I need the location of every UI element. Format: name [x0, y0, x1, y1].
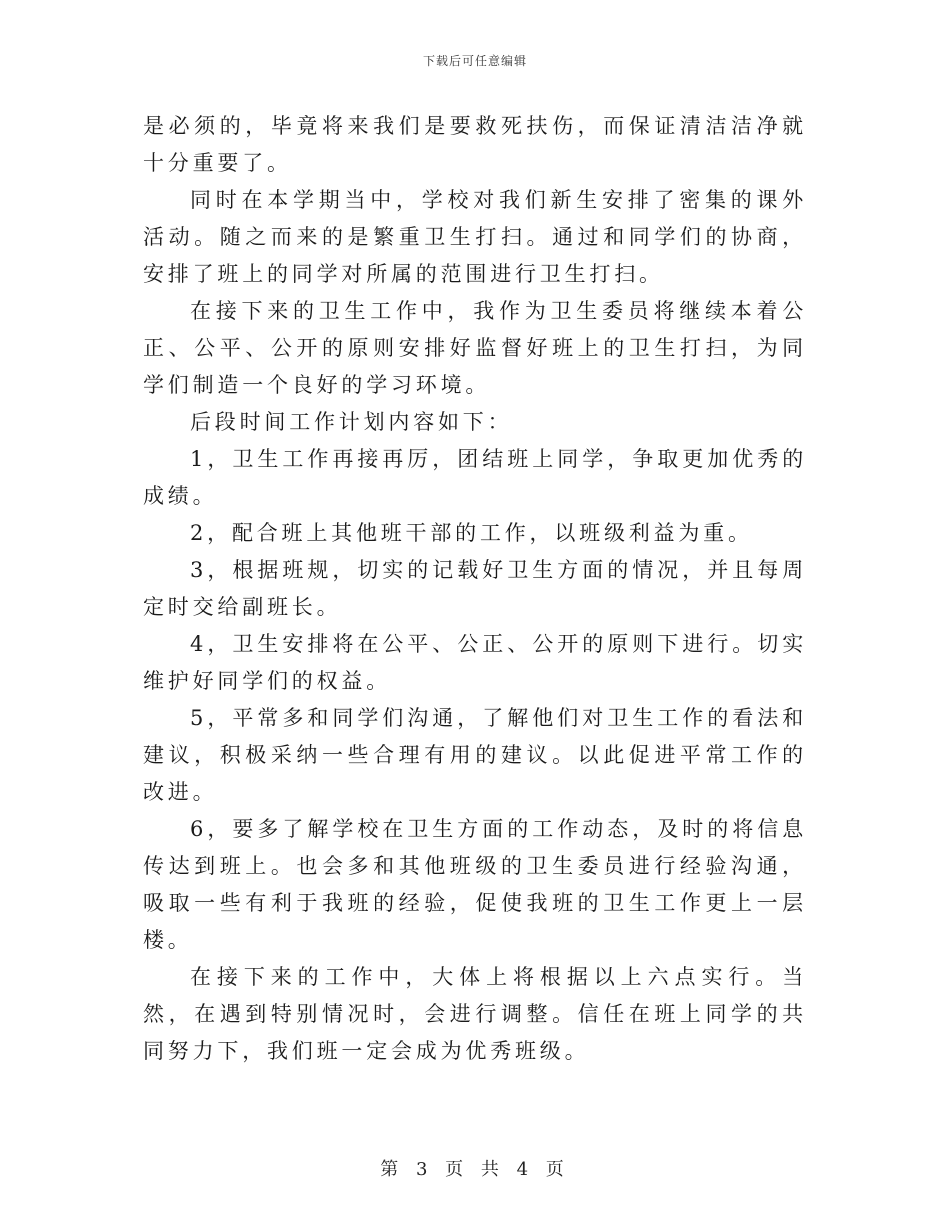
plan-item-6: 6，要多了解学校在卫生方面的工作动态，及时的将信息传达到班上。也会多和其他班级的卫生委员进行经验沟通，吸取一些有利于我班的经验，促使我班的卫生工作更上一层楼。: [143, 817, 807, 952]
page-header-note: 下载后可任意编辑: [422, 54, 527, 68]
plan-item-2: 2，配合班上其他班干部的工作，以班级利益为重。: [190, 521, 753, 545]
plan-item-1: 1，卫生工作再接再厉，团结班上同学，争取更加优秀的成绩。: [143, 447, 807, 508]
document-body: [143, 108, 807, 1070]
closing-paragraph: 在接下来的工作中，大体上将根据以上六点实行。当然，在遇到特别情况时，会进行调整。信任在班上同学的共同努力下，我们班一定会成为优秀班级。: [143, 965, 807, 1063]
paragraph-2: 同时在本学期当中，学校对我们新生安排了密集的课外活动。随之而来的是繁重卫生打扫。通过和同学们的协商，安排了班上的同学对所属的范围进行卫生打扫。: [143, 188, 807, 286]
paragraph-1: 是必须的，毕竟将来我们是要救死扶伤，而保证清洁洁净就十分重要了。: [143, 114, 807, 175]
plan-item-4: 4，卫生安排将在公平、公正、公开的原则下进行。切实维护好同学们的权益。: [143, 632, 807, 693]
page-number-footer: 第 3 页 共 4 页: [380, 1159, 570, 1180]
plan-item-3: 3，根据班规，切实的记载好卫生方面的情况，并且每周定时交给副班长。: [143, 558, 807, 619]
plan-item-5: 5，平常多和同学们沟通，了解他们对卫生工作的看法和建议，积极采纳一些合理有用的建议。以此促进平常工作的改进。: [143, 706, 807, 804]
paragraph-4: 后段时间工作计划内容如下：: [190, 410, 513, 434]
paragraph-3: 在接下来的卫生工作中，我作为卫生委员将继续本着公正、公平、公开的原则安排好监督好班上的卫生打扫，为同学们制造一个良好的学习环境。: [143, 299, 807, 397]
